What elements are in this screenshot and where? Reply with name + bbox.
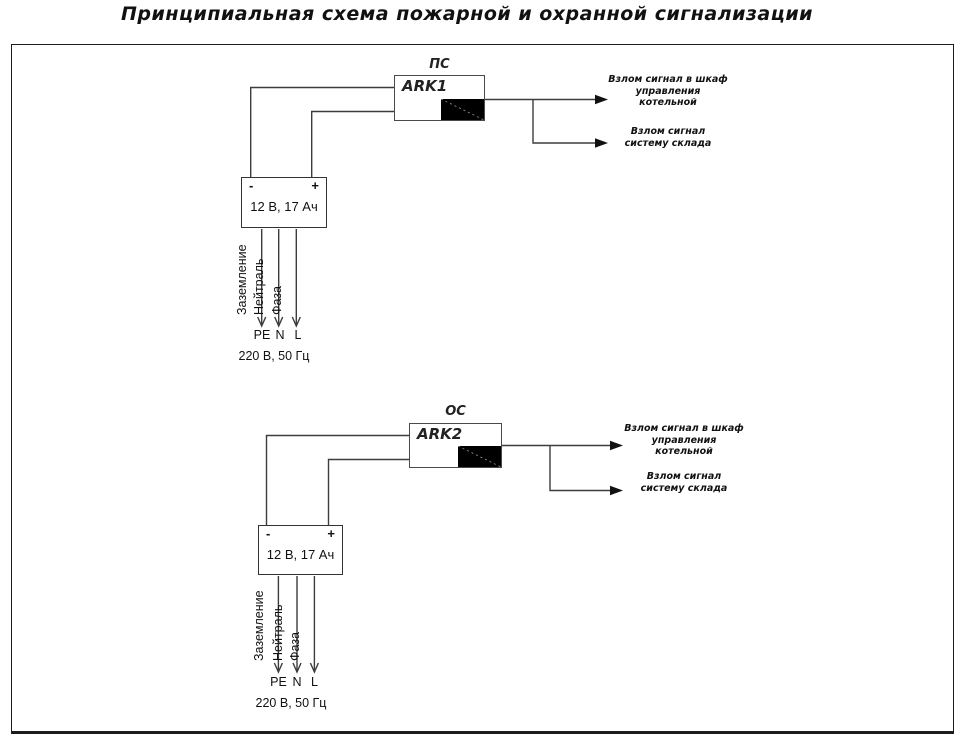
wire-label-ground-1: Заземление bbox=[235, 244, 249, 315]
output-signal-text-1b: Взлом сигнал систему склада bbox=[624, 126, 712, 149]
output-signal-text-2b: Взлом сигнал систему склада bbox=[640, 471, 728, 494]
terminal-n-1: N bbox=[275, 328, 285, 342]
device-box-ark2 bbox=[409, 423, 502, 468]
battery-box-2 bbox=[258, 525, 343, 575]
output-signal-text-2a: Взлом сигнал в шкаф управления котельной bbox=[624, 423, 744, 457]
battery-rating-1: 12 В, 17 Ач bbox=[250, 199, 318, 214]
battery-plus-terminal-1: + bbox=[311, 178, 319, 193]
relay-diagonal-2 bbox=[458, 446, 501, 467]
relay-contact-block-1 bbox=[441, 99, 484, 120]
terminal-l-1: L bbox=[294, 328, 302, 342]
device-label-ark2: ARK2 bbox=[417, 425, 463, 443]
terminal-pe-2: PE bbox=[270, 675, 287, 689]
battery-plus-terminal-2: + bbox=[327, 526, 335, 541]
battery-rating-2: 12 В, 17 Ач bbox=[266, 547, 335, 562]
battery-minus-terminal-2: - bbox=[266, 526, 271, 541]
page-title: Принципиальная схема пожарной и охранной сигнализации bbox=[121, 3, 813, 25]
supply-label-2: 220 В, 50 Гц bbox=[255, 696, 327, 710]
relay-diagonal-1 bbox=[441, 99, 484, 120]
wire-label-phase-1: Фаза bbox=[270, 286, 284, 315]
output-signal-text-1a: Взлом сигнал в шкаф управления котельной bbox=[608, 74, 728, 108]
device-label-ark1: ARK1 bbox=[402, 77, 448, 95]
system-label-ps: ПС bbox=[429, 57, 450, 72]
wire-label-phase-2: Фаза bbox=[288, 632, 302, 661]
terminal-n-2: N bbox=[292, 675, 302, 689]
terminal-pe-1: PE bbox=[253, 328, 271, 342]
terminal-l-2: L bbox=[311, 675, 318, 689]
drawing-frame bbox=[11, 44, 954, 734]
wire-label-ground-2: Заземление bbox=[252, 590, 266, 661]
battery-minus-terminal-1: - bbox=[249, 178, 254, 193]
relay-contact-block-2 bbox=[458, 446, 501, 467]
supply-label-1: 220 В, 50 Гц bbox=[238, 349, 310, 363]
wire-label-neutral-2: Нейтраль bbox=[270, 604, 285, 661]
wire-label-neutral-1: Нейтраль bbox=[252, 258, 266, 315]
system-label-os: ОС bbox=[445, 404, 466, 419]
battery-box-1 bbox=[241, 177, 327, 228]
device-box-ark1 bbox=[394, 75, 485, 121]
